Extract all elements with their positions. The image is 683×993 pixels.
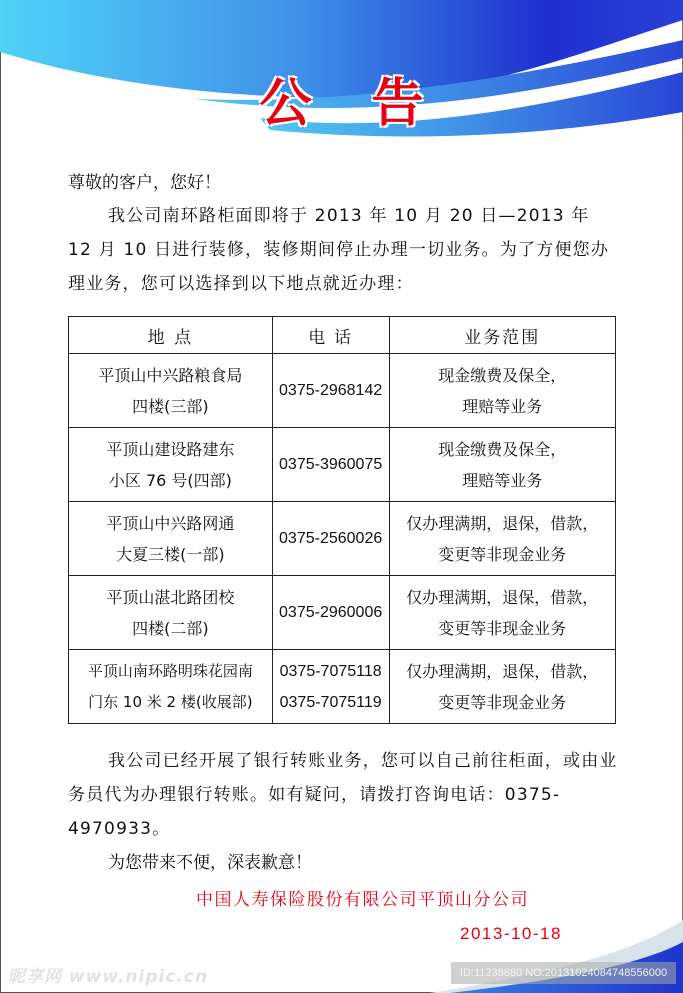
location-line: 平顶山湛北路团校 — [106, 587, 235, 607]
cell-scope — [389, 576, 615, 650]
cell-location — [69, 428, 273, 502]
table-header-row — [69, 317, 616, 354]
cell-location — [69, 354, 273, 428]
bank-transfer-paragraph — [68, 744, 620, 846]
header-location: 地 点 — [69, 317, 273, 354]
scope-line: 仅办理满期，退保，借款， — [406, 587, 599, 607]
location-line: 平顶山南环路明珠花园南 — [87, 661, 253, 680]
cell-scope — [389, 502, 615, 576]
phone-number: 0375-2560026 — [279, 530, 383, 547]
location-line: 平顶山建设路建东 — [106, 439, 235, 459]
table-row — [69, 502, 616, 576]
location-line: 平顶山中兴路网通 — [106, 513, 235, 533]
scope-line: 变更等非现金业务 — [438, 692, 567, 712]
watermark-id: ID:11238880 NO:20131024084748556000 — [451, 962, 676, 984]
scope-line: 理赔等业务 — [462, 470, 543, 490]
page-title: 公告 — [259, 74, 484, 134]
header-phone: 电 话 — [272, 317, 389, 354]
cell-scope — [389, 354, 615, 428]
notice-paragraph — [68, 199, 620, 301]
location-line: 门东 10 米 2 楼(收展部) — [88, 692, 253, 711]
location-line: 平顶山中兴路粮食局 — [98, 365, 243, 385]
notice-paragraph-text: 我公司南环路柜面即将于 2013 年 10 月 20 日—2013 年 12 月 10 日进行装修，装修期间停止办理一切业务。为了方便您办理业务，您可以选择到以下地点就近办理： — [68, 206, 610, 294]
table-row — [69, 650, 616, 724]
apology-text: 为您带来不便，深表歉意！ — [108, 853, 312, 873]
scope-line: 仅办理满期，退保，借款， — [406, 513, 599, 533]
table-row — [69, 354, 616, 428]
scope-line: 理赔等业务 — [462, 396, 543, 416]
phone-number: 0375-3960075 — [279, 456, 383, 473]
cell-phone — [272, 650, 389, 724]
company-name: 中国人寿保险股份有限公司平顶山分公司 — [196, 890, 529, 910]
cell-phone — [272, 576, 389, 650]
location-line: 大夏三楼(一部) — [116, 544, 225, 564]
header-business-scope: 业务范围 — [389, 317, 615, 354]
scope-line: 现金缴费及保全， — [438, 365, 567, 385]
location-line: 四楼(二部) — [132, 618, 209, 638]
cell-phone — [272, 502, 389, 576]
scope-line: 现金缴费及保全， — [438, 439, 567, 459]
scope-line: 仅办理满期，退保，借款， — [406, 661, 599, 681]
phone-number: 0375-7075119 — [279, 693, 382, 711]
cell-location — [69, 650, 273, 724]
location-line: 四楼(三部) — [132, 396, 209, 416]
branch-locations-table — [68, 316, 616, 724]
cell-location — [69, 576, 273, 650]
bank-transfer-text: 我公司已经开展了银行转账业务，您可以自己前往柜面，或由业务员代为办理银行转账。如有疑问，请拨打咨询电话：0375-4970933。 — [68, 751, 618, 839]
cell-scope — [389, 650, 615, 724]
phone-number: 0375-7075118 — [279, 662, 382, 680]
cell-phone — [272, 354, 389, 428]
greeting-text: 尊敬的客户，您好！ — [68, 173, 221, 193]
apology-line — [68, 846, 620, 880]
notice-date: 2013-10-18 — [460, 924, 562, 943]
cell-scope — [389, 428, 615, 502]
phone-number: 0375-2960006 — [279, 604, 383, 621]
table-row — [69, 428, 616, 502]
cell-phone — [272, 428, 389, 502]
cell-location — [69, 502, 273, 576]
phone-number: 0375-2968142 — [279, 382, 383, 399]
watermark-logo: 昵享网 www.nipic.cn — [8, 967, 209, 987]
table-row — [69, 576, 616, 650]
scope-line: 变更等非现金业务 — [438, 618, 567, 638]
scope-line: 变更等非现金业务 — [438, 544, 567, 564]
location-line: 小区 76 号(四部) — [108, 470, 232, 490]
